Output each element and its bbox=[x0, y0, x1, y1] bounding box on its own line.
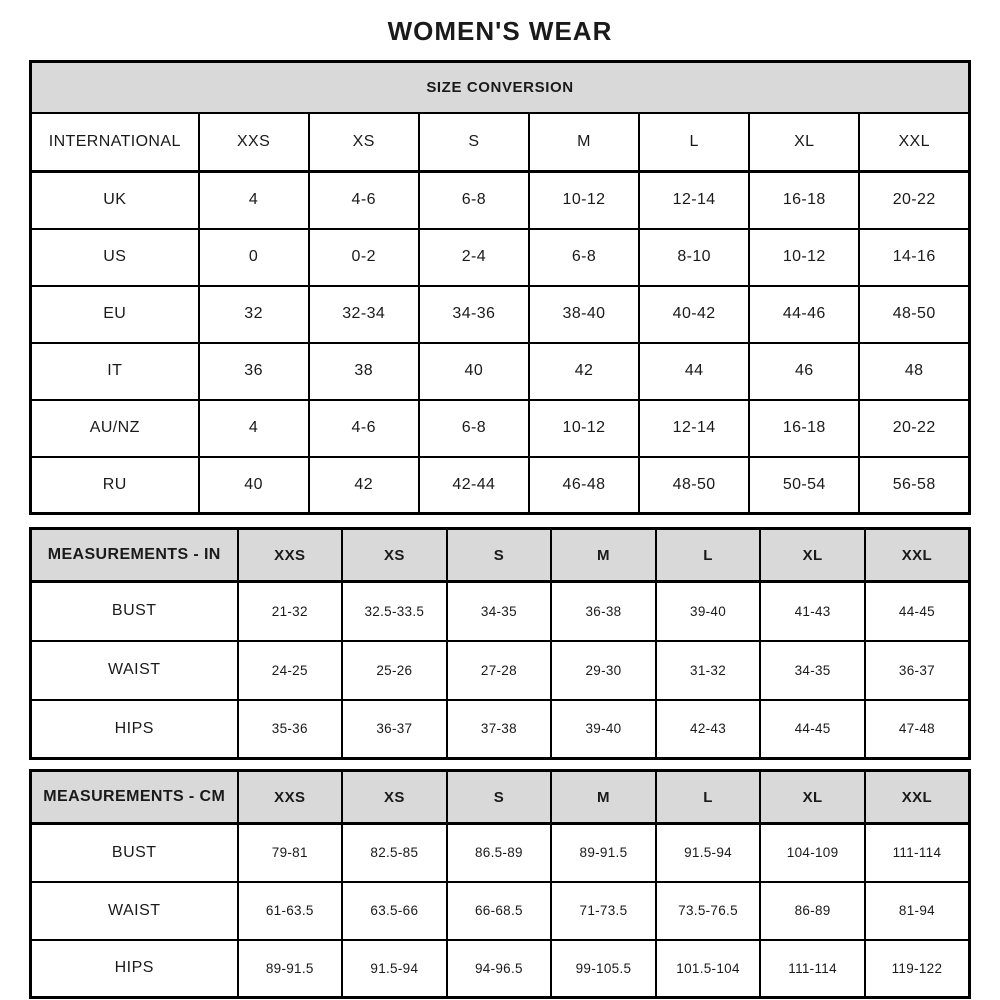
size-cell: 6-8 bbox=[419, 172, 529, 229]
row-aunz bbox=[31, 400, 970, 457]
col-header-s: S bbox=[447, 771, 552, 824]
size-cell: 4 bbox=[199, 400, 309, 457]
measure-cell: 35-36 bbox=[238, 700, 343, 759]
col-header-xxl: XXL bbox=[865, 529, 970, 582]
row-label-waist: WAIST bbox=[31, 882, 238, 940]
col-header-s: S bbox=[447, 529, 552, 582]
measure-cell: 47-48 bbox=[865, 700, 970, 759]
measure-cell: 32.5-33.5 bbox=[342, 582, 447, 641]
measure-cell: 71-73.5 bbox=[551, 882, 656, 940]
size-cell: 48-50 bbox=[859, 286, 969, 343]
size-cell: 48-50 bbox=[639, 457, 749, 514]
size-conversion-title: SIZE CONVERSION bbox=[31, 62, 970, 113]
row-label-us: US bbox=[31, 229, 199, 286]
row-label-waist: WAIST bbox=[31, 641, 238, 700]
col-header-l: L bbox=[656, 529, 761, 582]
size-conversion-table bbox=[29, 60, 971, 515]
col-header-m: M bbox=[551, 771, 656, 824]
measure-cell: 61-63.5 bbox=[238, 882, 343, 940]
measure-cell: 42-43 bbox=[656, 700, 761, 759]
measure-cell: 36-38 bbox=[551, 582, 656, 641]
measure-cell: 39-40 bbox=[656, 582, 761, 641]
size-cell: 2-4 bbox=[419, 229, 529, 286]
col-header-m: M bbox=[551, 529, 656, 582]
row-waist-cm bbox=[31, 882, 970, 940]
col-header-l: L bbox=[639, 113, 749, 172]
size-cell: 4-6 bbox=[309, 400, 419, 457]
size-cell: 12-14 bbox=[639, 172, 749, 229]
size-cell: 10-12 bbox=[529, 400, 639, 457]
measurements-cm-table bbox=[29, 769, 971, 999]
row-eu bbox=[31, 286, 970, 343]
size-cell: 40 bbox=[199, 457, 309, 514]
size-cell: 42 bbox=[309, 457, 419, 514]
measure-cell: 27-28 bbox=[447, 641, 552, 700]
size-conversion-band-row bbox=[31, 62, 970, 113]
row-label-uk: UK bbox=[31, 172, 199, 229]
size-cell: 6-8 bbox=[529, 229, 639, 286]
col-header-xs: XS bbox=[342, 771, 447, 824]
measure-cell: 119-122 bbox=[865, 940, 970, 998]
row-uk bbox=[31, 172, 970, 229]
measure-cell: 104-109 bbox=[760, 824, 865, 882]
size-cell: 38 bbox=[309, 343, 419, 400]
size-cell: 40-42 bbox=[639, 286, 749, 343]
row-hips-cm bbox=[31, 940, 970, 998]
measure-cell: 44-45 bbox=[865, 582, 970, 641]
measure-cell: 81-94 bbox=[865, 882, 970, 940]
col-header-xxl: XXL bbox=[859, 113, 969, 172]
size-cell: 10-12 bbox=[529, 172, 639, 229]
row-us bbox=[31, 229, 970, 286]
measure-cell: 39-40 bbox=[551, 700, 656, 759]
size-cell: 14-16 bbox=[859, 229, 969, 286]
measure-cell: 94-96.5 bbox=[447, 940, 552, 998]
page-title: WOMEN'S WEAR bbox=[387, 16, 613, 46]
row-hips-in bbox=[31, 700, 970, 759]
measure-cell: 37-38 bbox=[447, 700, 552, 759]
row-label-it: IT bbox=[31, 343, 199, 400]
col-header-international: INTERNATIONAL bbox=[31, 113, 199, 172]
row-label-hips: HIPS bbox=[31, 940, 238, 998]
measure-cell: 63.5-66 bbox=[342, 882, 447, 940]
size-cell: 34-36 bbox=[419, 286, 529, 343]
size-cell: 4 bbox=[199, 172, 309, 229]
measure-cell: 73.5-76.5 bbox=[656, 882, 761, 940]
measure-cell: 34-35 bbox=[760, 641, 865, 700]
col-header-m: M bbox=[529, 113, 639, 172]
measurements-cm-title: MEASUREMENTS - CM bbox=[31, 771, 238, 824]
size-cell: 20-22 bbox=[859, 172, 969, 229]
col-header-xl: XL bbox=[760, 529, 865, 582]
measure-cell: 111-114 bbox=[865, 824, 970, 882]
size-conversion-header-row bbox=[31, 113, 970, 172]
measure-cell: 41-43 bbox=[760, 582, 865, 641]
size-cell: 56-58 bbox=[859, 457, 969, 514]
col-header-xxs: XXS bbox=[238, 529, 343, 582]
measure-cell: 89-91.5 bbox=[551, 824, 656, 882]
size-cell: 16-18 bbox=[749, 172, 859, 229]
size-cell: 36 bbox=[199, 343, 309, 400]
col-header-xxs: XXS bbox=[238, 771, 343, 824]
size-cell: 6-8 bbox=[419, 400, 529, 457]
col-header-l: L bbox=[656, 771, 761, 824]
size-cell: 16-18 bbox=[749, 400, 859, 457]
col-header-xs: XS bbox=[309, 113, 419, 172]
size-cell: 4-6 bbox=[309, 172, 419, 229]
size-cell: 46-48 bbox=[529, 457, 639, 514]
measure-cell: 86-89 bbox=[760, 882, 865, 940]
row-it bbox=[31, 343, 970, 400]
measurements-in-header-row bbox=[31, 529, 970, 582]
measurements-cm-header-row bbox=[31, 771, 970, 824]
col-header-xl: XL bbox=[749, 113, 859, 172]
size-cell: 44 bbox=[639, 343, 749, 400]
measure-cell: 36-37 bbox=[342, 700, 447, 759]
measure-cell: 91.5-94 bbox=[342, 940, 447, 998]
measure-cell: 66-68.5 bbox=[447, 882, 552, 940]
size-cell: 8-10 bbox=[639, 229, 749, 286]
size-cell: 0 bbox=[199, 229, 309, 286]
measure-cell: 31-32 bbox=[656, 641, 761, 700]
row-label-eu: EU bbox=[31, 286, 199, 343]
col-header-s: S bbox=[419, 113, 529, 172]
measure-cell: 79-81 bbox=[238, 824, 343, 882]
row-waist-in bbox=[31, 641, 970, 700]
size-cell: 46 bbox=[749, 343, 859, 400]
measure-cell: 86.5-89 bbox=[447, 824, 552, 882]
measure-cell: 82.5-85 bbox=[342, 824, 447, 882]
measure-cell: 25-26 bbox=[342, 641, 447, 700]
measure-cell: 36-37 bbox=[865, 641, 970, 700]
measure-cell: 111-114 bbox=[760, 940, 865, 998]
measure-cell: 91.5-94 bbox=[656, 824, 761, 882]
size-cell: 20-22 bbox=[859, 400, 969, 457]
col-header-xxl: XXL bbox=[865, 771, 970, 824]
size-cell: 38-40 bbox=[529, 286, 639, 343]
measurements-in-table bbox=[29, 527, 971, 760]
measure-cell: 21-32 bbox=[238, 582, 343, 641]
row-ru bbox=[31, 457, 970, 514]
col-header-xl: XL bbox=[760, 771, 865, 824]
measure-cell: 99-105.5 bbox=[551, 940, 656, 998]
size-cell: 32 bbox=[199, 286, 309, 343]
row-label-ru: RU bbox=[31, 457, 199, 514]
measurements-in-title: MEASUREMENTS - IN bbox=[31, 529, 238, 582]
row-label-bust: BUST bbox=[31, 582, 238, 641]
measure-cell: 89-91.5 bbox=[238, 940, 343, 998]
measure-cell: 101.5-104 bbox=[656, 940, 761, 998]
measure-cell: 24-25 bbox=[238, 641, 343, 700]
size-cell: 12-14 bbox=[639, 400, 749, 457]
row-bust-cm bbox=[31, 824, 970, 882]
row-label-bust: BUST bbox=[31, 824, 238, 882]
measure-cell: 29-30 bbox=[551, 641, 656, 700]
measure-cell: 44-45 bbox=[760, 700, 865, 759]
size-cell: 40 bbox=[419, 343, 529, 400]
size-cell: 50-54 bbox=[749, 457, 859, 514]
size-cell: 10-12 bbox=[749, 229, 859, 286]
row-label-hips: HIPS bbox=[31, 700, 238, 759]
col-header-xxs: XXS bbox=[199, 113, 309, 172]
size-cell: 32-34 bbox=[309, 286, 419, 343]
size-cell: 44-46 bbox=[749, 286, 859, 343]
size-cell: 42 bbox=[529, 343, 639, 400]
measure-cell: 34-35 bbox=[447, 582, 552, 641]
row-label-aunz: AU/NZ bbox=[31, 400, 199, 457]
size-cell: 0-2 bbox=[309, 229, 419, 286]
size-cell: 48 bbox=[859, 343, 969, 400]
size-cell: 42-44 bbox=[419, 457, 529, 514]
col-header-xs: XS bbox=[342, 529, 447, 582]
row-bust-in bbox=[31, 582, 970, 641]
